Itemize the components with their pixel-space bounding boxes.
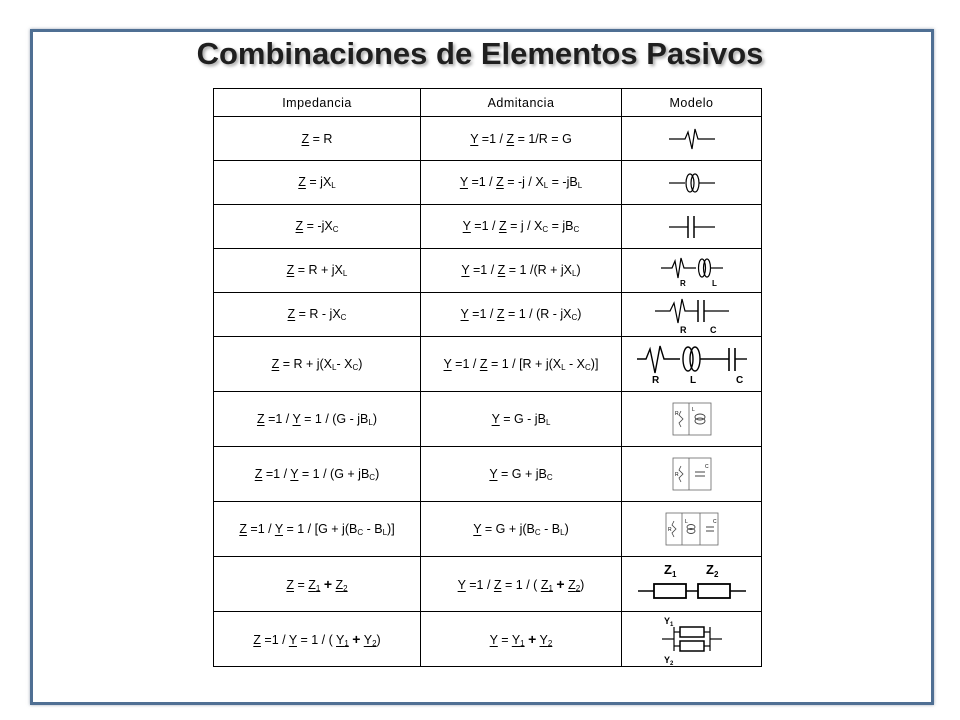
c-label: C: [712, 519, 717, 525]
parallel-rlc-icon: [660, 507, 724, 551]
table-row: [214, 392, 762, 447]
c-label: C: [704, 464, 709, 470]
model-cell: [622, 502, 762, 557]
impedance-cell: $Z = jX_L$: [214, 161, 421, 205]
impedance-cell: $Z = R + jX_L$: [214, 249, 421, 293]
impedance-cell: $Z =1 / Y = 1 / (G - jB_L)$: [214, 392, 421, 447]
table-row: [214, 117, 762, 161]
admittance-cell: Y =1 / Z = 1 / ( $Z_1 + Z_2$): [421, 557, 622, 612]
model-cell: [622, 249, 762, 293]
table-row: [214, 249, 762, 293]
inductor-icon: [667, 168, 717, 198]
header-model: Modelo: [622, 89, 762, 117]
z2-label: $Z_2$: [705, 562, 718, 579]
slide-title: Combinaciones de Elementos Pasivos: [196, 36, 764, 71]
parallel-rc-icon: [667, 452, 717, 496]
header-admittance: Admitancia: [421, 89, 622, 117]
r-label: R: [651, 375, 659, 385]
model-cell: [622, 161, 762, 205]
capacitor-icon: [667, 212, 717, 242]
impedance-cell: $Z = Z_1 + Z_2$: [214, 557, 421, 612]
header-row: [214, 89, 762, 117]
l-label: L: [684, 519, 688, 525]
c-label: C: [735, 375, 743, 385]
impedance-cell: $Z = -jX_C$: [214, 205, 421, 249]
admittance-cell: $Y =1 / Z = -j / X_L = -jB_L$: [421, 161, 622, 205]
admittance-cell: Y =1 / Z = 1 $/(R + jX_L)$: [421, 249, 622, 293]
resistor-icon: [667, 124, 717, 154]
l-label: L: [689, 375, 696, 385]
table-row: [214, 612, 762, 667]
admittance-cell: $Y =1 / Z = 1 / (R - jX_C)$: [421, 293, 622, 337]
c-label: C: [709, 324, 716, 335]
y2-label: $Y_2$: [663, 655, 673, 665]
r-label: R: [667, 527, 672, 533]
admittance-cell: $Y =1 / Z = j / X_C = jB_C$: [421, 205, 622, 249]
model-cell: [622, 392, 762, 447]
admittance-cell: $Y = Y_1 + Y_2$: [421, 612, 622, 667]
model-cell: [622, 117, 762, 161]
model-cell: [622, 557, 762, 612]
parallel-admittances-icon: [660, 613, 724, 665]
header-impedance: Impedancia: [214, 89, 421, 117]
impedance-cell: $Z = R - jX_C$: [214, 293, 421, 337]
impedance-cell: $Z =1 / Y = 1 / [G + j(B_C - B_L)]$: [214, 502, 421, 557]
series-rc-icon: [654, 295, 730, 335]
y1-label: $Y_1$: [663, 616, 673, 628]
model-cell: [622, 205, 762, 249]
table-row: [214, 205, 762, 249]
series-rl-icon: [660, 254, 724, 288]
model-cell: [622, 612, 762, 667]
admittance-cell: $Y = G + jB_C$: [421, 447, 622, 502]
impedance-cell: $Z = R + j(X_L-$ $X_C$): [214, 337, 421, 392]
admittance-cell: $Y = G + j(B_C - B_L)$: [421, 502, 622, 557]
impedance-cell: $Z =1 / Y = 1 / (G + jB_C)$: [214, 447, 421, 502]
r-label: R: [679, 278, 686, 288]
series-rlc-icon: [636, 343, 748, 385]
table-row: [214, 293, 762, 337]
passive-elements-table: [213, 88, 762, 667]
table-row: [214, 502, 762, 557]
r-label: R: [674, 411, 679, 417]
impedance-cell: Z = R: [214, 117, 421, 161]
series-impedances-icon: [636, 560, 748, 608]
model-cell: [622, 337, 762, 392]
table-row: [214, 161, 762, 205]
model-cell: [622, 293, 762, 337]
impedance-cell: Z =1 / Y = 1 / ( $Y_1 + Y_2$): [214, 612, 421, 667]
r-label: R: [679, 324, 686, 335]
l-label: L: [711, 278, 717, 288]
admittance-cell: Y =1 / Z = 1/R = G: [421, 117, 622, 161]
parallel-rl-icon: [667, 397, 717, 441]
table-row: [214, 447, 762, 502]
l-label: L: [691, 407, 695, 413]
model-cell: [622, 447, 762, 502]
table-row: [214, 557, 762, 612]
r-label: R: [674, 472, 679, 478]
admittance-cell: $Y =1 / Z = 1 / [R + j(X_L - X_C)]$: [421, 337, 622, 392]
z1-label: $Z_1$: [663, 562, 676, 579]
table-row: [214, 337, 762, 392]
admittance-cell: $Y = G - jB_L$: [421, 392, 622, 447]
